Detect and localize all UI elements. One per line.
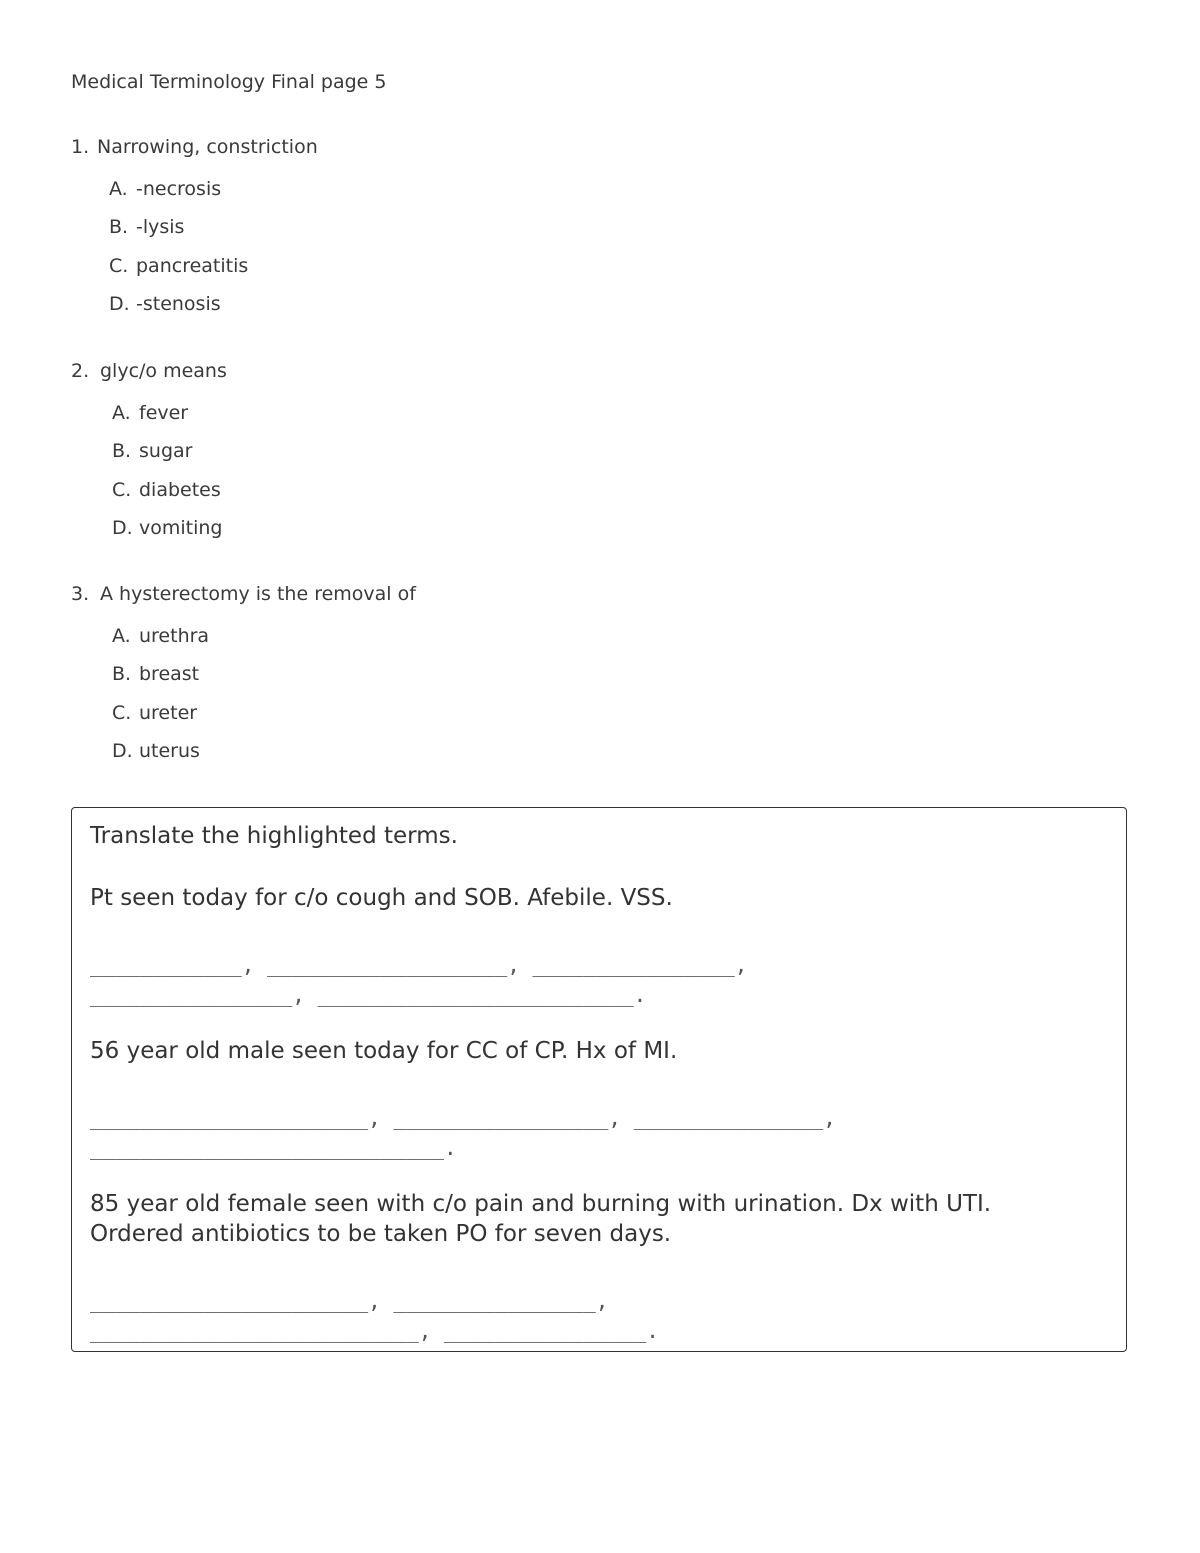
option-text: ureter [139,701,198,724]
question-text: glyc/o means [100,360,227,382]
option-text: -necrosis [136,178,222,200]
option-text: pancreatitis [136,254,249,277]
question-3 [71,583,416,778]
option-text: -lysis [136,216,185,239]
option-letter: D. [109,292,130,315]
question-number: 1. [71,136,90,158]
answer-blank-line[interactable]: ______________________, ________________, [90,1289,609,1313]
answer-options [112,625,416,766]
answer-option-c[interactable] [112,479,227,505]
answer-option-c[interactable] [109,255,318,281]
answer-options [109,178,318,319]
option-text: urethra [139,625,210,647]
answer-option-d[interactable] [109,293,318,319]
option-letter: C. [112,701,132,724]
option-letter: A. [112,402,131,424]
option-letter: D. [112,739,133,762]
question-number: 2. [71,360,90,382]
question-text: Narrowing, constriction [97,136,318,158]
option-text: -stenosis [136,292,221,315]
answer-option-b[interactable] [112,663,416,689]
case-note-3: 85 year old female seen with c/o pain and burning with urination. Dx with UTI. Ordered antibiotics to be taken PO for seven days. [90,1191,992,1247]
option-letter: A. [109,178,128,200]
answer-option-b[interactable] [109,216,318,242]
option-letter: D. [112,516,133,539]
option-text: fever [139,402,189,424]
case-note-2: 56 year old male seen today for CC of CP. Hx of MI. [90,1038,678,1064]
option-letter: B. [112,663,132,686]
answer-blank-line[interactable]: ________________, _________________________. [90,983,647,1007]
question-stem [71,360,227,386]
answer-option-a[interactable] [109,178,318,204]
option-letter: C. [112,478,132,501]
answer-option-a[interactable] [112,625,416,651]
answer-option-d[interactable] [112,517,227,543]
page-title: Medical Terminology Final page 5 [71,71,387,93]
question-2 [71,360,227,555]
question-stem [71,136,318,162]
option-text: sugar [139,440,193,463]
option-letter: A. [112,625,131,647]
translation-instruction: Translate the highlighted terms. [90,823,458,849]
option-text: vomiting [139,516,223,539]
answer-option-b[interactable] [112,440,227,466]
option-letter: B. [109,216,129,239]
question-stem [71,583,416,609]
case-note-1: Pt seen today for c/o cough and SOB. Afebile. VSS. [90,885,673,911]
answer-option-d[interactable] [112,740,416,766]
option-text: diabetes [139,478,221,501]
answer-blank-line[interactable]: ____________, ___________________, ________________, [90,953,748,977]
answer-blank-line[interactable]: __________________________, ________________. [90,1319,659,1343]
answer-options [112,402,227,543]
answer-blank-line[interactable]: ____________________________. [90,1136,457,1160]
translation-box [71,807,1127,1352]
question-text: A hysterectomy is the removal of [100,583,416,605]
question-1 [71,136,318,331]
answer-blank-line[interactable]: ______________________, _________________, _______________, [90,1106,836,1130]
option-text: breast [139,663,200,686]
answer-option-c[interactable] [112,702,416,728]
option-letter: C. [109,254,129,277]
question-number: 3. [71,583,90,605]
answer-option-a[interactable] [112,402,227,428]
option-letter: B. [112,440,132,463]
option-text: uterus [139,739,200,762]
